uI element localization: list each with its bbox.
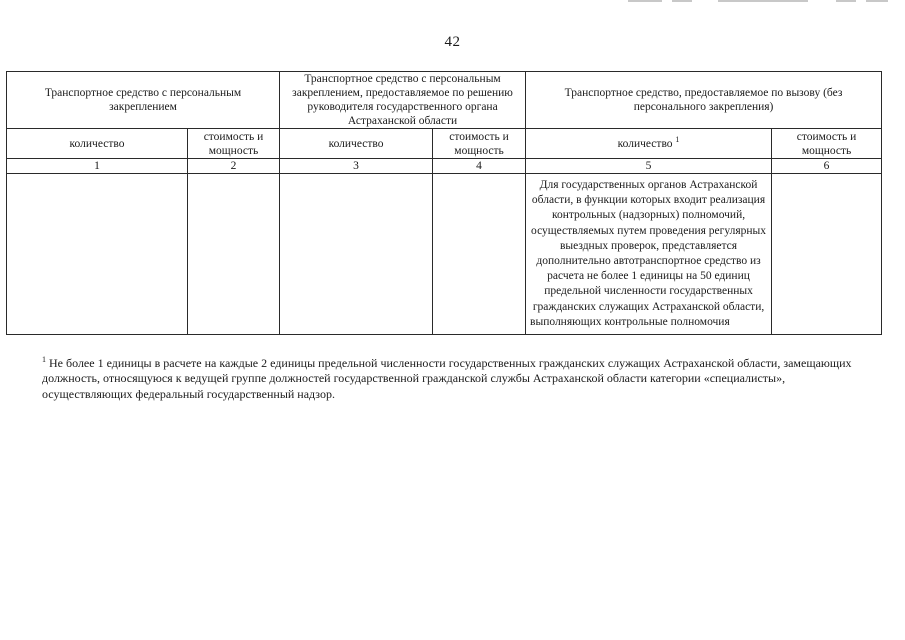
group-header-row bbox=[7, 72, 882, 129]
group-header-on-call: Транспортное средство, предоставляемое по вызову (без персонального закрепления) bbox=[526, 72, 882, 129]
scan-artifact bbox=[628, 0, 662, 2]
table-cell-on-call-quantity: Для государственных органов Астраханской области, в функции которых входит реализация контрольных (надзорных) полномочий, осуществляемых путем проведения регулярных выездных проверок, представляется дополнительно автотранспортное средство из расчета не более 1 единицы на 50 единиц предельной численности государственных гражданских служащих Астраханской области, выполняющих контрольные полномочия bbox=[526, 174, 772, 335]
group-header-personal: Транспортное средство с персональным закреплением bbox=[7, 72, 280, 129]
column-number: 5 bbox=[526, 159, 772, 174]
sub-header-cost-power-1: стоимость и мощность bbox=[188, 129, 280, 159]
table-cell bbox=[280, 174, 433, 335]
scan-artifact bbox=[836, 0, 856, 2]
scan-artifact bbox=[718, 0, 808, 2]
column-number: 1 bbox=[7, 159, 188, 174]
table-cell bbox=[433, 174, 526, 335]
sub-header-quantity-3 bbox=[526, 129, 772, 159]
sub-header-quantity-3-label: количество bbox=[617, 137, 673, 150]
footnote-marker: 1 bbox=[42, 355, 46, 364]
sub-header-cost-power-2: стоимость и мощность bbox=[433, 129, 526, 159]
table-cell bbox=[772, 174, 882, 335]
table-cell bbox=[7, 174, 188, 335]
column-number: 2 bbox=[188, 159, 280, 174]
sub-header-quantity-2: количество bbox=[280, 129, 433, 159]
footnote bbox=[42, 356, 872, 402]
column-number: 3 bbox=[280, 159, 433, 174]
group-header-by-decision: Транспортное средство с персональным закреплением, предоставляемое по решению руководителя государственного органа Астраханской области bbox=[280, 72, 526, 129]
sub-header-cost-power-3: стоимость и мощность bbox=[772, 129, 882, 159]
table-row bbox=[7, 174, 882, 335]
page-number: 42 bbox=[444, 34, 461, 50]
vehicle-norms-table bbox=[6, 71, 882, 335]
sub-header-row bbox=[7, 129, 882, 159]
column-number: 6 bbox=[772, 159, 882, 174]
footnote-text: Не более 1 единицы в расчете на каждые 2 единицы предельной численности государственных гражданских служащих Астраханской области, замещающих должность, относящуюся к ведущей группе должностей государственной гражданской службы Астраханской области категории «специалисты», осуществляющих федеральный государственный надзор. bbox=[42, 356, 852, 401]
column-number: 4 bbox=[433, 159, 526, 174]
table-cell bbox=[188, 174, 280, 335]
scan-artifact bbox=[866, 0, 888, 2]
sub-header-quantity-1: количество bbox=[7, 129, 188, 159]
column-number-row bbox=[7, 159, 882, 174]
scan-artifact bbox=[672, 0, 692, 2]
footnote-ref-marker: 1 bbox=[675, 134, 680, 144]
